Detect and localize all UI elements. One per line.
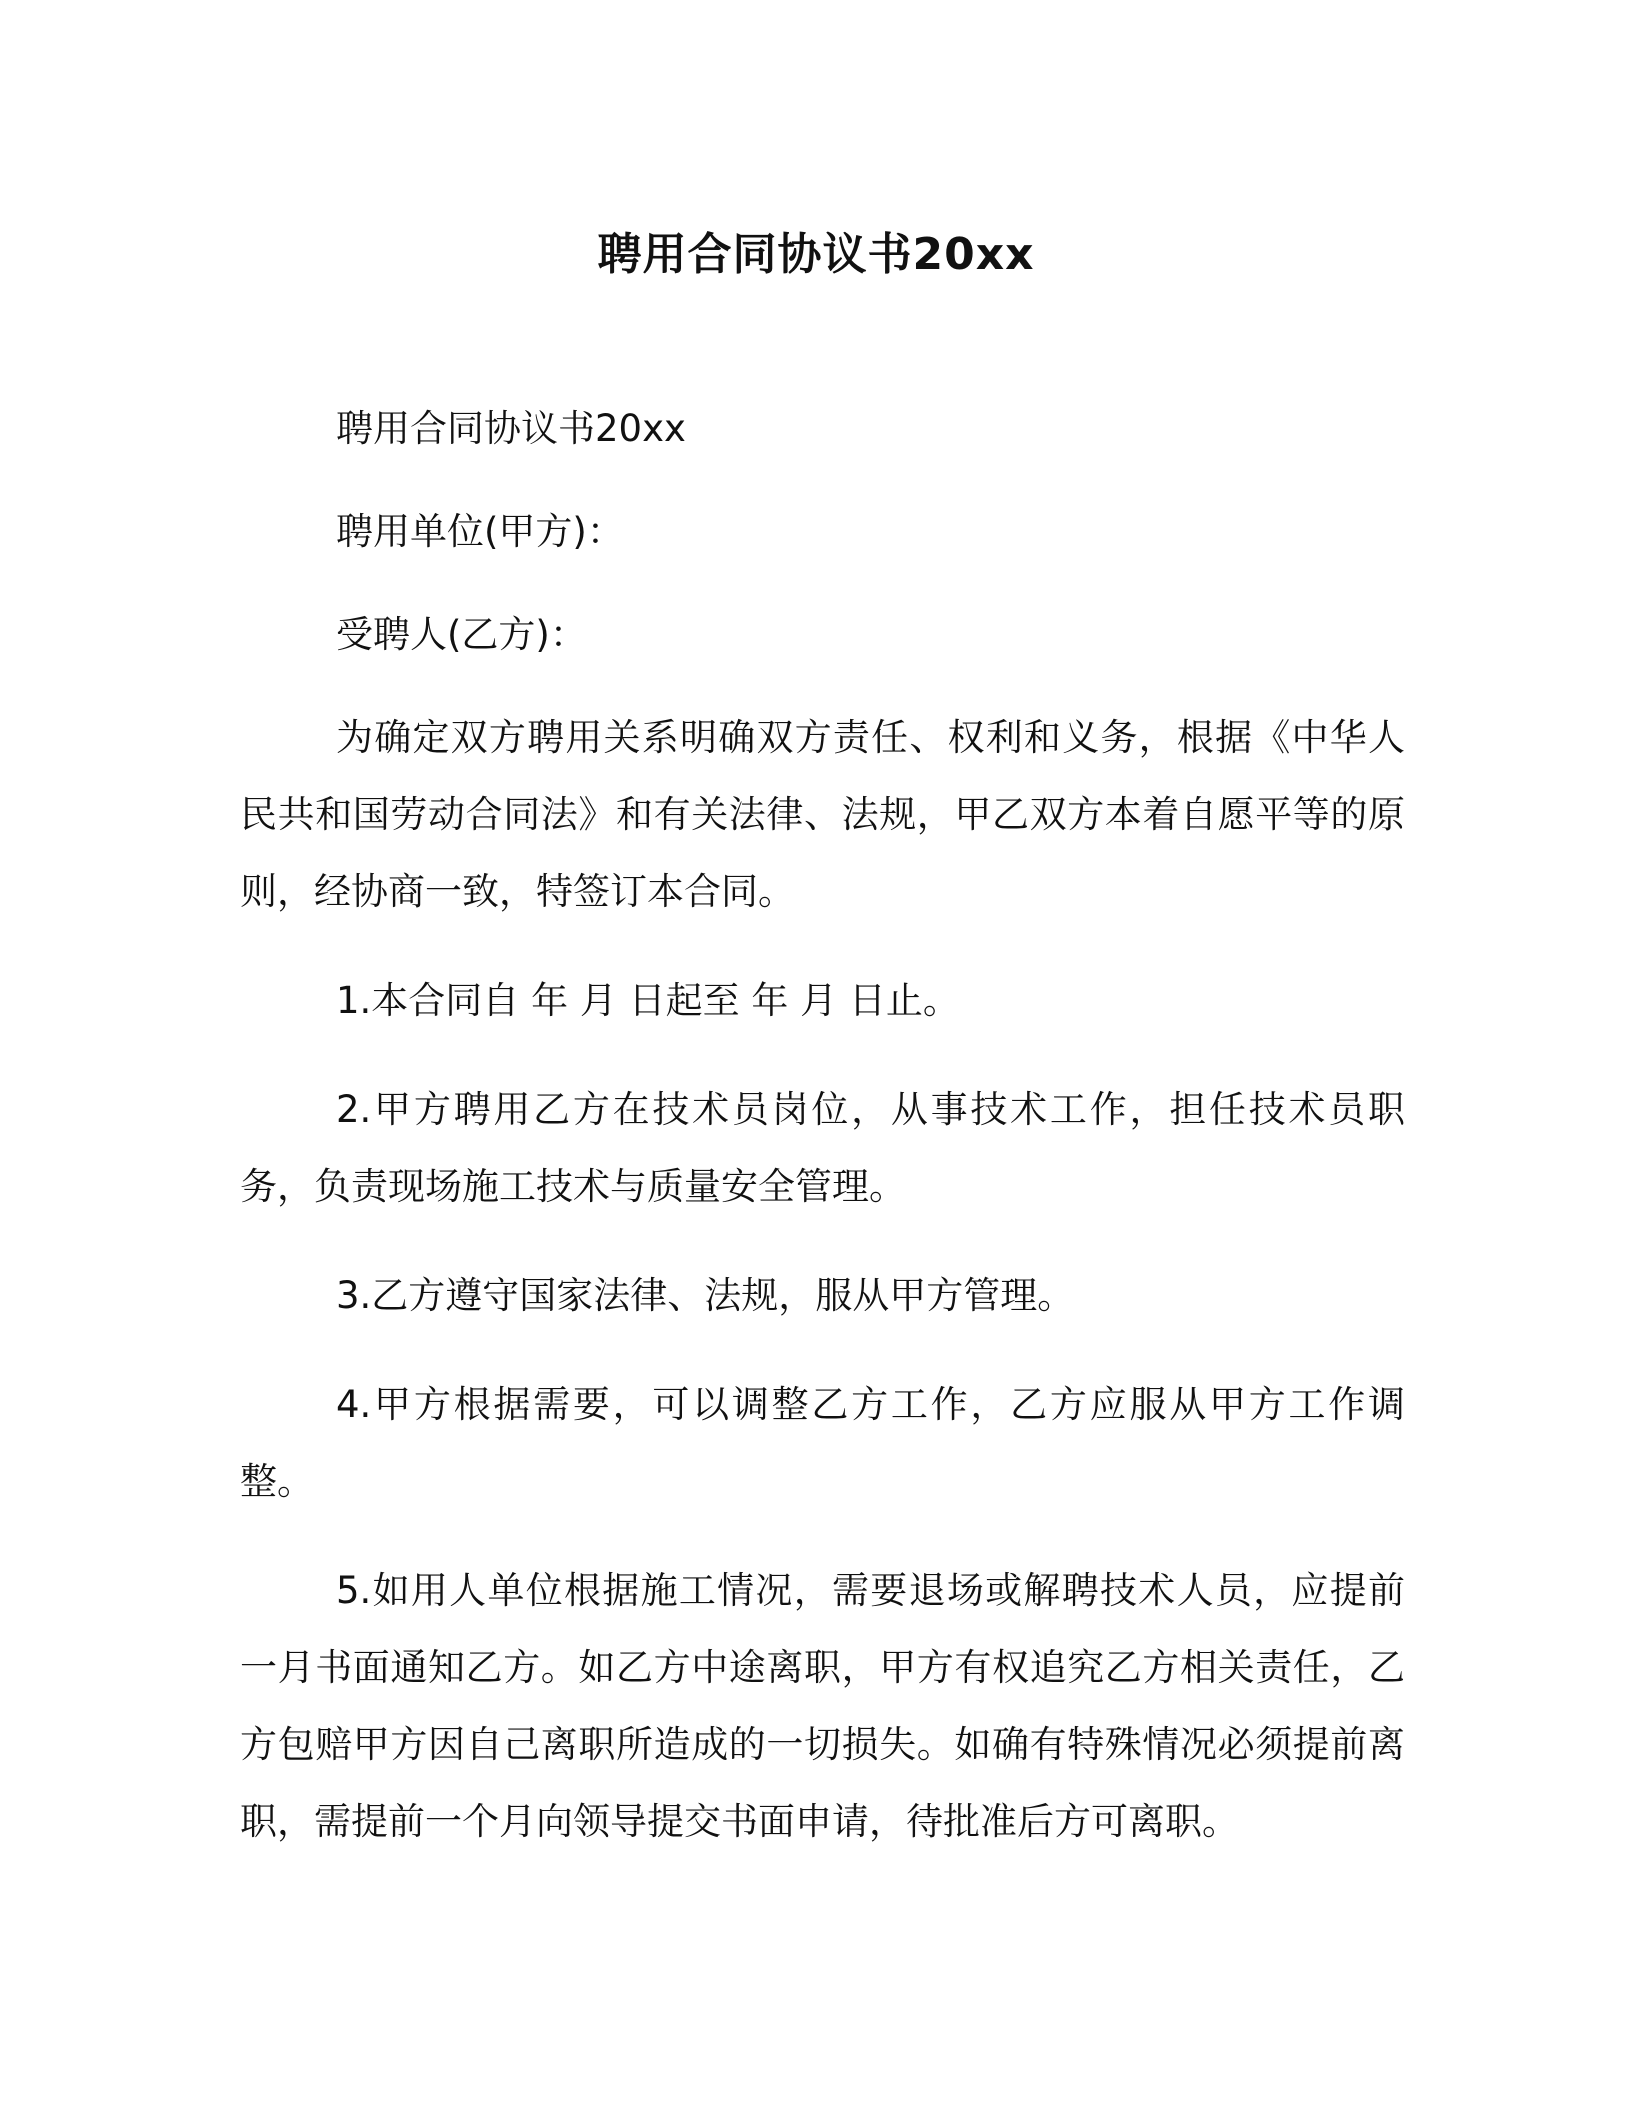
paragraph-clause-4: 4.甲方根据需要，可以调整乙方工作，乙方应服从甲方工作调整。 — [240, 1383, 1405, 1503]
document-body — [240, 390, 1405, 1892]
paragraph-heading: 聘用合同协议书20xx — [336, 407, 686, 450]
paragraph-clause-3: 3.乙方遵守国家法律、法规，服从甲方管理。 — [336, 1274, 1075, 1317]
paragraph-clause-1: 1.本合同自 年 月 日起至 年 月 日止。 — [336, 979, 960, 1022]
document-title: 聘用合同协议书20xx — [597, 229, 1035, 280]
paragraph-preamble: 为确定双方聘用关系明确双方责任、权利和义务，根据《中华人民共和国劳动合同法》和有关法律、法规，甲乙双方本着自愿平等的原则，经协商一致，特签订本合同。 — [240, 716, 1405, 913]
paragraph-clause-2: 2.甲方聘用乙方在技术员岗位，从事技术工作，担任技术员职务，负责现场施工技术与质量安全管理。 — [240, 1088, 1405, 1208]
paragraph-employee: 受聘人(乙方)： — [336, 613, 587, 656]
paragraph-clause-5: 5.如用人单位根据施工情况，需要退场或解聘技术人员，应提前一月书面通知乙方。如乙方中途离职，甲方有权追究乙方相关责任，乙方包赔甲方因自己离职所造成的一切损失。如确有特殊情况必须提前离职，需提前一个月向领导提交书面申请，待批准后方可离职。 — [240, 1569, 1405, 1843]
paragraph-employer: 聘用单位(甲方)： — [336, 510, 624, 553]
